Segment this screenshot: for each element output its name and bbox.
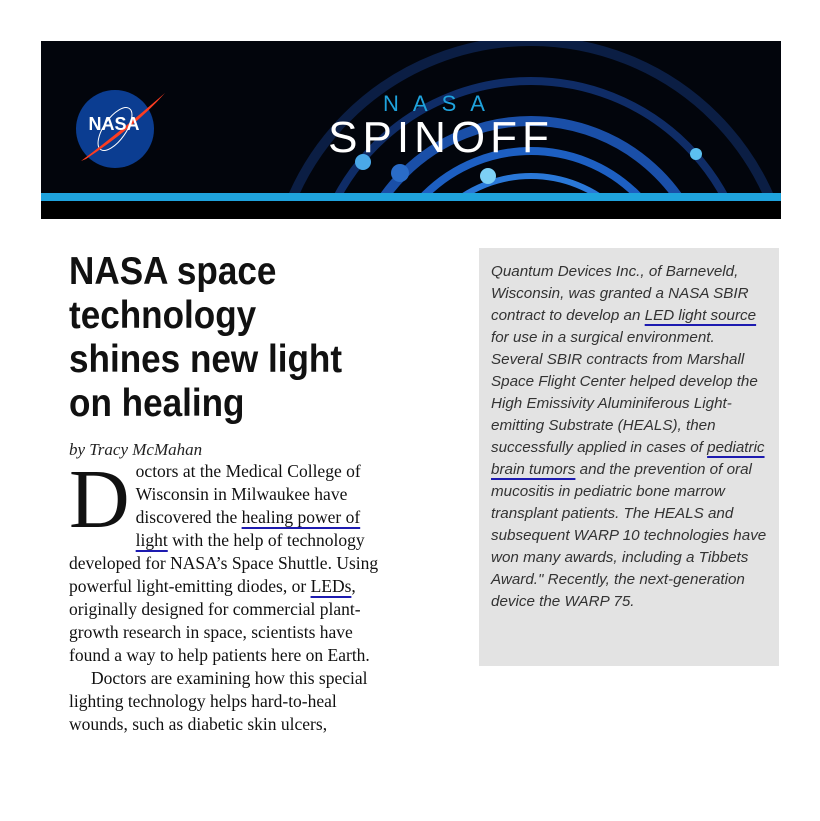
nasa-logo-text: NASA <box>88 114 140 134</box>
spinoff-banner <box>41 41 781 219</box>
article-byline: by Tracy McMahan <box>69 440 203 459</box>
banner-nasa-label: NASA <box>383 91 499 116</box>
sidebar-text-2: for use in a surgical environment. Several SBIR contracts from Marshall Space Flight Center helped develop the High Emissivity Aluminiferous Light-emitting Substrate (HEALS), then successfully applied in cases of <box>491 329 758 456</box>
sidebar-text-3: and the prevention of oral mucositis in pediatric bone marrow transplant patients. The HEALS and subsequent WARP 10 technologies have won many awards, including a Tibbets Award." Recently, the next-generation device the WARP 75. <box>491 461 767 610</box>
highlight-leds: LEDs <box>310 576 352 596</box>
highlight-healing-power: healing power of light <box>135 507 361 550</box>
sidebar-text <box>491 261 769 613</box>
paragraph-1-text-2: with the help of technology developed for NASA’s Space Shuttle. Using powerful light-emitting diodes, or <box>69 530 379 596</box>
paragraph-1-text-3: , originally designed for commercial plant-growth research in space, scientists have found a way to help patients here on Earth. <box>69 576 370 665</box>
article-title: NASA space technology shines new light on healing <box>69 250 343 425</box>
sidebar-text-1: Quantum Devices Inc., of Barneveld, Wisconsin, was granted a NASA SBIR contract to develop an <box>491 263 749 324</box>
paragraph-2: Doctors are examining how this special lighting technology helps hard-to-heal wounds, such as diabetic skin ulcers, <box>69 668 368 734</box>
drop-cap: D <box>69 453 130 546</box>
sidebar-box <box>479 248 779 666</box>
banner-spinoff-title: SPINOFF <box>328 113 554 162</box>
paragraph-1-text: octors at the Medical College of Wisconsin in Milwaukee have discovered the <box>135 461 361 527</box>
article-body <box>69 453 389 736</box>
highlight-pediatric-brain-tumors: pediatric brain tumors <box>491 439 765 478</box>
highlight-led-light-source: LED light source <box>644 307 757 324</box>
